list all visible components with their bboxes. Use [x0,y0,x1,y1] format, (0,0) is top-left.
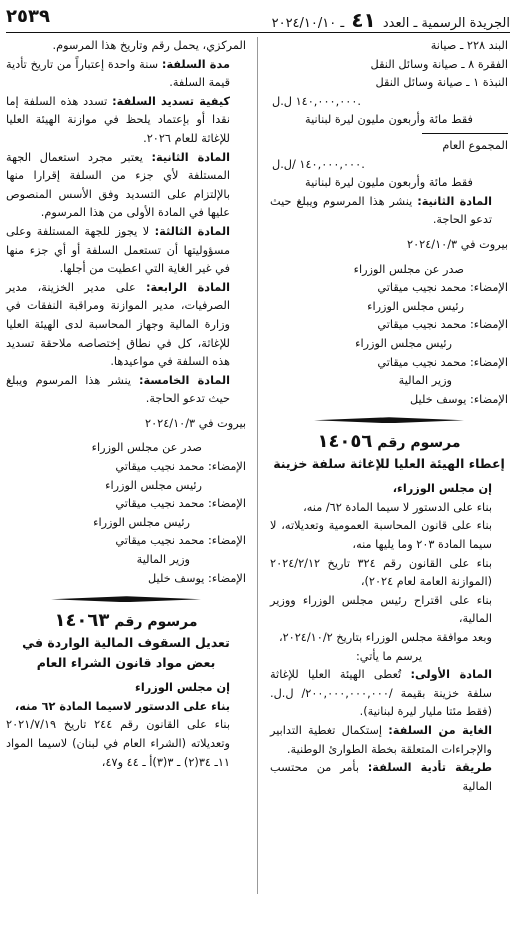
left-column [6,37,246,934]
clause-text: بأمر من محتسب المالية [270,761,492,793]
decree-heading [6,610,246,633]
article-label: المادة الرابعة: [146,280,230,294]
grand-total-words: فقط مائة وأربعون مليون ليرة لبنانية [305,176,473,190]
council-heading: إن مجلس الوزراء [135,681,230,695]
decree-title: تعديل السقوف المالية الواردة في بعض مواد قانون الشراء العام [22,635,230,671]
article-label: المادة الثانية: [417,194,492,208]
clause-label: طريقة تأدية السلفة: [367,761,493,775]
article-label: المادة الخامسة: [138,373,231,387]
signature-line: رئيس مجلس الوزراء [105,478,202,492]
signature-line: الإمضاء: محمد نجيب ميقاتي [377,281,508,295]
budget-amount: ١٤٠,٠٠٠,٠٠٠ ل.ل. [272,94,361,108]
right-column [270,37,508,934]
signature-line: رئيس مجلس الوزراء [93,515,190,529]
section-divider [314,417,464,423]
issue-place-date: بيروت في ٢٠٢٤/١٠/٣ [407,237,508,251]
decrees-line: يرسم ما يأتي: [356,649,422,663]
article-2 [270,193,508,230]
signature-line: صدر عن مجلس الوزراء [353,262,464,276]
issue-date: ـ ٢٠٢٤/١٠/١٠ [271,16,345,31]
divider [422,133,508,134]
issue-number: ٤١ [351,8,376,32]
recital: بناء على الدستور لا سيما المادة ٦٢/ منه، [303,500,492,514]
article-label: المادة الثانية: [151,150,230,164]
article-text: تُعطى الهيئة العليا للإغاثة سلفة خزينة بقيمة /٢٠٠,٠٠٠,٠٠٠,٠٠٠/ ل.ل. (فقط مئتا مليار ليرة لبنانية). [270,668,492,719]
decree-heading [270,431,508,454]
advance-purpose [270,722,508,759]
signature-line: الإمضاء: محمد نجيب ميقاتي [115,497,246,511]
council-heading: إن مجلس الوزراء، [392,482,492,496]
page-header [6,4,510,30]
continued-text: المركزي، يحمل رقم وتاريخ هذا المرسوم. [52,39,246,52]
budget-line: النبذة ١ ـ صيانة وسائل النقل [375,76,508,90]
header-rule [6,32,510,33]
decree-number: ١٤٠٦٣ [54,610,110,632]
grand-total-amount: ١٤٠,٠٠٠,٠٠٠ /ل.ل. [272,157,365,171]
gazette-masthead [272,8,510,32]
signature-line: رئيس مجلس الوزراء [355,336,452,350]
clause-label: الغاية من السلفة: [388,724,492,737]
signature-line: الإمضاء: يوسف خليل [410,392,508,406]
signature-line: رئيس مجلس الوزراء [367,299,464,313]
signature-line: وزير المالية [398,374,452,388]
article-4 [6,279,246,372]
article-text: لا يجوز للجهة المستلفة وعلى مسؤوليتها أن تستعمل السلفة أو أي جزء منها في غير الغاية التي اعطيت من أجلها. [6,224,230,276]
signature-line: الإمضاء: يوسف خليل [148,571,246,585]
article-1 [270,666,508,722]
signature-line: صدر عن مجلس الوزراء [91,441,202,455]
section-divider [51,596,201,602]
recital: وبعد موافقة مجلس الوزراء بتاريخ ٢٠٢٤/١٠/٢، [278,631,492,645]
clause-label: كيفية تسديد السلفة: [112,94,230,108]
decree-word: مرسوم رقم [114,614,198,631]
recital: بناء على الدستور لاسيما المادة ٦٢ منه، [14,699,230,713]
signature-line: الإمضاء: محمد نجيب ميقاتي [115,460,246,474]
article-text: ينشر هذا المرسوم ويبلغ حيث تدعو الحاجة. [6,373,230,406]
article-3 [6,223,246,279]
clause-text: إستكمال تغطية التدابير والإجراءات المتعلقة بخطة الطوارئ الوطنية. [270,724,492,756]
signature-line: الإمضاء: محمد نجيب ميقاتي [377,318,508,332]
column-separator [257,37,258,894]
recital: بناء على اقتراح رئيس مجلس الوزراء ووزير المالية، [270,593,492,626]
budget-line: البند ٢٢٨ ـ صيانة [430,39,508,52]
article-5 [6,372,246,409]
budget-amount-words: فقط مائة وأربعون مليون ليرة لبنانية [305,113,473,127]
decree-word: مرسوم رقم [377,435,461,452]
article-text: ينشر هذا المرسوم ويبلغ حيث تدعو الحاجة. [270,194,492,227]
signature-line: الإمضاء: محمد نجيب ميقاتي [377,355,508,369]
gazette-name: الجريدة الرسمية ـ العدد [382,16,510,31]
issue-place-date: بيروت في ٢٠٢٤/١٠/٣ [145,416,246,430]
grand-total-label: المجموع العام [442,138,508,152]
article-label: المادة الأولى: [410,668,492,682]
clause-text: سنة واحدة إعتباراً من تاريخ تأدية قيمة السلفة. [6,57,230,90]
recital: بناء على القانون رقم ٢٤٤ تاريخ ٢٠٢١/٧/١٩ وتعديلاته (الشراء العام في لبنان) لاسيما المواد ١١ـ ٣٤(٢) ـ ٣(٣)أ ـ ٤٤ و٤٧، [6,718,230,769]
clause-text: تسدد هذه السلفة إما نقدا أو بإعتماد يلحظ في موازنة الهيئة العليا للإغاثة للعام ٢٠٢٦. [6,94,230,145]
article-text: يعتبر مجرد استعمال الجهة المستلفة لأي جزء من السلفة إقرارا منها بالإلتزام على التسديد وفق الأسس المنصوص عليها في المادة الأولى من هذا المرسوم. [6,150,230,220]
decree-number: ١٤٠٥٦ [317,431,373,453]
page-number: ٢٥٣٩ [6,6,50,27]
signature-line: الإمضاء: محمد نجيب ميقاتي [115,534,246,548]
budget-line: الفقرة ٨ ـ صيانة وسائل النقل [370,57,508,71]
advance-payment-method [270,759,508,796]
recital: بناء على قانون المحاسبة العمومية وتعديلاته، لا سيما المادة ٢٠٣ وما يليها منه، [270,519,492,552]
article-2 [6,149,246,223]
advance-repayment [6,93,246,149]
recital: بناء على القانون رقم ٣٢٤ تاريخ ٢٠٢٤/٢/١٢ (الموازنة العامة لعام ٢٠٢٤)، [270,556,492,589]
signature-line: وزير المالية [136,553,190,567]
advance-duration [6,56,246,93]
article-label: المادة الثالثة: [154,224,230,238]
article-text: على مدير الخزينة، مدير الصرفيات، مدير الموازنة ومراقبة النفقات في وزارة المالية وجهاز المحاسبة لدى الهيئة العليا للإغاثة، كل في نطاق إختصاصه ملاحقة تسديد هذه السلفة في مواعيدها. [6,280,230,369]
decree-title: إعطاء الهيئة العليا للإغاثة سلفة خزينة [273,456,505,472]
clause-label: مدة السلفة: [161,57,230,71]
